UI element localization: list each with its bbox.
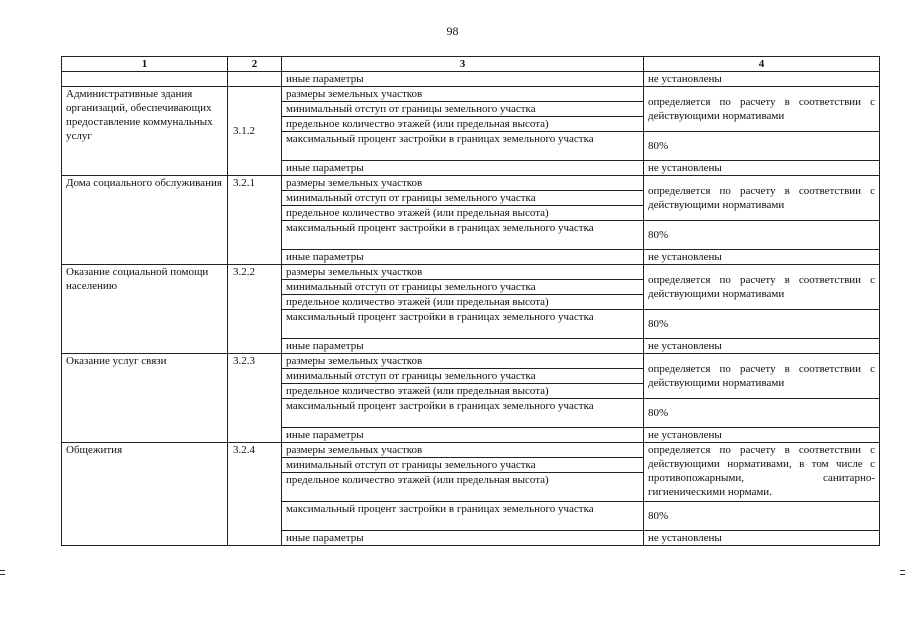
parameter-cell: минимальный отступ от границы земельного участка: [282, 369, 644, 384]
table-row: [62, 354, 880, 369]
parameter-cell: предельное количество этажей (или предельная высота): [282, 384, 644, 399]
parameter-cell: размеры земельных участков: [282, 443, 644, 458]
parameter-cell: предельное количество этажей (или предельная высота): [282, 206, 644, 221]
table-row: [62, 265, 880, 280]
value-cell: не установлены: [644, 339, 880, 354]
value-cell: определяется по расчету в соответствии с действующими нормативами, в том числе с противопожарными, санитарно-гигиеническими нормами.: [644, 443, 880, 502]
parameter-cell: максимальный процент застройки в границах земельного участка: [282, 399, 644, 428]
header-row: [62, 57, 880, 72]
use-type-code: 3.2.1: [228, 176, 282, 265]
parameter-cell: максимальный процент застройки в границах земельного участка: [282, 310, 644, 339]
use-type-name: Административные здания организаций, обеспечивающих предоставление коммунальных услуг: [62, 87, 228, 176]
parameter-cell: максимальный процент застройки в границах земельного участка: [282, 221, 644, 250]
column-header-3: 3: [282, 57, 644, 72]
parameter-cell: минимальный отступ от границы земельного участка: [282, 458, 644, 473]
use-type-code: 3.2.3: [228, 354, 282, 443]
parameter-cell: иные параметры: [282, 72, 644, 87]
percent-value-cell: 80%: [644, 310, 880, 339]
value-cell: не установлены: [644, 428, 880, 443]
percent-value-cell: 80%: [644, 221, 880, 250]
parameter-cell: иные параметры: [282, 531, 644, 546]
value-cell: не установлены: [644, 531, 880, 546]
parameter-cell: размеры земельных участков: [282, 354, 644, 369]
percent-value-cell: 80%: [644, 502, 880, 531]
parameter-cell: максимальный процент застройки в границах земельного участка: [282, 502, 644, 531]
table-row: [62, 87, 880, 102]
value-cell: определяется по расчету в соответствии с действующими нормативами: [644, 354, 880, 399]
parameter-cell: размеры земельных участков: [282, 265, 644, 280]
use-type-name: Общежития: [62, 443, 228, 546]
value-cell: определяется по расчету в соответствии с действующими нормативами: [644, 265, 880, 310]
parameter-cell: максимальный процент застройки в границах земельного участка: [282, 132, 644, 161]
parameter-cell: минимальный отступ от границы земельного участка: [282, 102, 644, 117]
parameter-cell: иные параметры: [282, 250, 644, 265]
page-number: 98: [446, 24, 459, 38]
parameter-cell: предельное количество этажей (или предельная высота): [282, 473, 644, 502]
parameter-cell: предельное количество этажей (или предельная высота): [282, 295, 644, 310]
table-row: [62, 443, 880, 458]
parameter-cell: иные параметры: [282, 428, 644, 443]
zoning-parameters-table: [61, 56, 880, 546]
use-type-code: 3.1.2: [228, 87, 282, 176]
column-header-2: 2: [228, 57, 282, 72]
empty-cell: [62, 72, 228, 87]
use-type-code: 3.2.4: [228, 443, 282, 546]
percent-value-cell: 80%: [644, 399, 880, 428]
empty-cell: [228, 72, 282, 87]
right-edge-mark: [900, 570, 905, 575]
value-cell: определяется по расчету в соответствии с действующими нормативами: [644, 176, 880, 221]
value-cell: определяется по расчету в соответствии с действующими нормативами: [644, 87, 880, 132]
left-edge-mark: [0, 570, 5, 575]
value-cell: не установлены: [644, 72, 880, 87]
percent-value-cell: 80%: [644, 132, 880, 161]
column-header-4: 4: [644, 57, 880, 72]
use-type-name: Оказание социальной помощи населению: [62, 265, 228, 354]
parameter-cell: минимальный отступ от границы земельного участка: [282, 280, 644, 295]
parameter-cell: предельное количество этажей (или предельная высота): [282, 117, 644, 132]
value-cell: не установлены: [644, 161, 880, 176]
table-row: [62, 176, 880, 191]
table-body: [62, 72, 880, 546]
use-type-name: Дома социального обслуживания: [62, 176, 228, 265]
parameter-cell: иные параметры: [282, 161, 644, 176]
parameter-cell: размеры земельных участков: [282, 176, 644, 191]
parameter-cell: минимальный отступ от границы земельного участка: [282, 191, 644, 206]
value-cell: не установлены: [644, 250, 880, 265]
use-type-name: Оказание услуг связи: [62, 354, 228, 443]
column-header-1: 1: [62, 57, 228, 72]
use-type-code: 3.2.2: [228, 265, 282, 354]
table-row: [62, 72, 880, 87]
parameter-cell: размеры земельных участков: [282, 87, 644, 102]
parameter-cell: иные параметры: [282, 339, 644, 354]
